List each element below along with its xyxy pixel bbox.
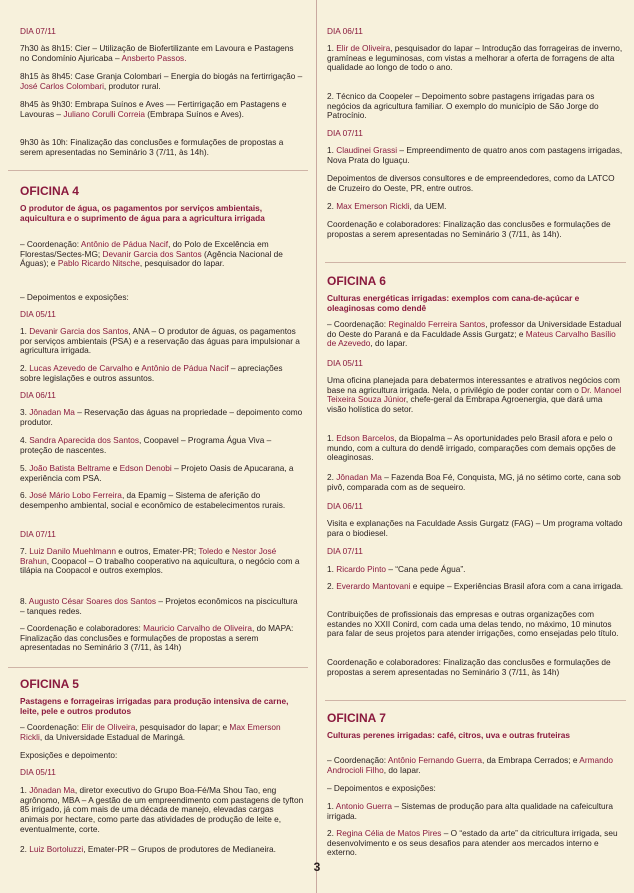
day-block	[317, 129, 634, 139]
person-name: Elir de Oliveira	[336, 43, 391, 53]
text: 2.	[327, 201, 337, 211]
oficina-5-title: OFICINA 5	[20, 677, 79, 691]
person-name: Dr. Manoel Teixeira Souza Júnior	[327, 384, 622, 405]
separator	[325, 262, 626, 263]
list-item	[0, 364, 316, 383]
person-name: João Batista Beltrame	[29, 463, 111, 473]
list-item	[317, 146, 634, 165]
list-item	[317, 802, 634, 821]
person-name: Edson Denobi	[119, 463, 172, 473]
separator	[325, 700, 626, 701]
day-block	[0, 391, 316, 401]
paragraph	[317, 220, 634, 239]
list-item	[317, 582, 634, 592]
subtitle-block	[317, 731, 634, 741]
list-item	[317, 202, 634, 212]
text: 1.	[327, 43, 337, 53]
oficina-7-title: OFICINA 7	[327, 711, 386, 725]
separator	[8, 170, 308, 171]
text: , do Polo de Excelência em Florestas/Sectes-MG;	[20, 239, 269, 259]
person-name: Mateus Carvalho Basílio de Azevedo	[327, 328, 616, 349]
person-name: Antônio Fernando Guerra	[387, 755, 482, 765]
person-name: Ricardo Pinto	[336, 564, 387, 574]
text: Contribuições de profissionais das empresas e outras organizações com estandes no XXII Conird, com cada uma delas tendo, no máximo, 10 minutos para falar de seus projetos para atender irrigações, como ensejadas pelo título.	[327, 609, 619, 639]
oficina-7-subtitle: Culturas perenes irrigadas: café, citros, uva e outras fruteiras	[327, 730, 571, 740]
paragraph	[0, 72, 316, 91]
coordination	[0, 624, 316, 653]
paragraph	[0, 44, 316, 63]
person-name: Claudinei Grassi	[336, 145, 398, 155]
list-item	[0, 464, 316, 483]
text: , pesquisador do Iapar; e	[135, 722, 230, 732]
person-name: Lucas Azevedo de Carvalho	[29, 363, 133, 373]
day-block	[0, 310, 316, 320]
text: 5.	[20, 463, 30, 473]
text: , da Embrapa Cerrados; e	[481, 755, 580, 765]
day-block	[0, 768, 316, 778]
oficina-4-subtitle: O produtor de água, os pagamentos por serviços ambientais, aquicultura e o suprimento de água para a agricultura irrigada	[20, 203, 265, 223]
text: 1.	[20, 326, 30, 336]
text: – Sistemas de produção para alta qualidade na cafeicultura irrigada.	[327, 801, 613, 821]
text: – apreciações sobre legislações e outros assuntos.	[20, 363, 283, 383]
day-block	[317, 547, 634, 557]
text: (Embrapa Suínos e Aves).	[144, 108, 244, 119]
right-column	[317, 0, 634, 893]
list-item	[0, 491, 316, 510]
text: 2. Técnico da Coopeler – Depoimento sobre pastagens irrigadas para os negócios da agricultura familiar. O exemplo do município de São Jorge do Patrocínio.	[327, 91, 599, 121]
oficina-4-heading-block	[0, 184, 316, 198]
person-name: Juliano Corulli Correia	[63, 108, 145, 119]
person-name: José Mário Lobo Ferreira	[29, 490, 122, 500]
text: – Projetos econômicos na piscicultura – tanques redes.	[20, 596, 298, 616]
text: – Fazenda Boa Fé, Conquista, MG, já no sétimo corte, cana sob pivô, comparada com as de sequeiro.	[327, 472, 621, 492]
text: – Coordenação:	[20, 722, 82, 732]
person-name: Reginaldo Ferreira Santos	[388, 319, 486, 329]
oficina-4-title: OFICINA 4	[20, 184, 79, 198]
text: , diretor executivo do Grupo Boa-Fé/Ma Shou Tao, eng agrônomo, MBA – A gestão de um empreendimento com pastagens de tyfton 85 irrigado, já com mais de uma década de manejo, elevadas cargas animais por hectare, como parte das atividades de produção de leite e, eventualmente, corte.	[20, 785, 304, 834]
text: – Reservação das águas na propriedade – depoimento como produtor.	[20, 407, 303, 427]
list-item	[317, 44, 634, 73]
text: – Coordenação:	[327, 319, 389, 329]
text: – Coordenação:	[20, 239, 81, 249]
text: , da Epamig – Sistema de aferição do desempenho ambiental, social e econômico de estabelecimentos rurais.	[20, 490, 286, 510]
text: 7.	[20, 546, 30, 556]
person-name: Edson Barcelos	[336, 433, 395, 443]
person-name: José Carlos Colombari	[20, 80, 104, 91]
person-name: Jônadan Ma	[336, 472, 382, 482]
text: 1.	[327, 801, 336, 811]
text: 8.	[20, 596, 29, 606]
separator	[8, 667, 308, 668]
text: – “Cana pede Água”.	[386, 564, 466, 574]
text: – Depoimentos e exposições:	[20, 292, 129, 302]
date-heading: DIA 07/11	[327, 128, 363, 138]
text: 2.	[327, 581, 337, 591]
list-item	[0, 547, 316, 576]
text: (Agência Nacional de Águas); e	[20, 248, 283, 269]
person-name: Elir de Oliveira	[81, 722, 136, 732]
person-name: Devanir Garcia dos Santos	[29, 326, 129, 336]
text: , do Iapar.	[383, 764, 421, 775]
person-name: Regina Célia de Matos Pires	[336, 828, 442, 838]
list-item	[0, 597, 316, 616]
oficina-7-heading-block	[317, 711, 634, 725]
text: , do Iapar.	[370, 338, 408, 349]
text: – Coordenação e colaboradores:	[20, 623, 144, 633]
date-heading: DIA 07/11	[327, 546, 363, 556]
subtitle-block	[0, 697, 316, 716]
text: 1.	[20, 785, 30, 795]
text: , da UEM.	[409, 201, 447, 211]
text: Uma oficina planejada para debatermos interessantes e atrativos negócios com base na agricultura irrigada. Nela, o privilégio de poder contar com o	[327, 375, 620, 395]
text: – Depoimentos e exposições:	[327, 783, 436, 793]
list-item	[317, 92, 634, 121]
coordination	[0, 723, 316, 742]
date-heading: DIA 06/11	[327, 26, 363, 36]
person-name: Nestor José Brahun	[20, 546, 277, 566]
text: , chefe-geral da Embrapa Agroenergia, que dará uma visão holística do setor.	[327, 394, 603, 415]
day-block	[317, 502, 634, 512]
date-heading: DIA 05/11	[20, 309, 56, 319]
coordination	[317, 756, 634, 775]
text: 3.	[20, 407, 30, 417]
person-name: Jônadan Ma	[29, 407, 75, 417]
text: Exposições e depoimento:	[20, 750, 118, 760]
paragraph	[317, 519, 634, 538]
person-name: Augusto César Soares dos Santos	[28, 596, 157, 606]
day-block	[317, 359, 634, 369]
text: , da Biopalma – As oportunidades pelo Brasil afora e pelo o mundo, com a cultura do dendê irrigado, comparações com demais opções de oleaginosas.	[327, 433, 616, 463]
text: , Coopacol – O trabalho cooperativo na aquicultura, o negócio com a tilápia na Coopacol e outros exemplos.	[20, 555, 300, 576]
date-heading: DIA 07/11	[20, 529, 56, 539]
text: 2.	[327, 828, 337, 838]
text: , pesquisador do Iapar – Introdução das forrageiras de inverno, gramíneas e leguminosas, com vistas a melhorar a oferta de forragens de alta qualidade ao longo de todo o ano.	[327, 43, 623, 73]
text: 7h30 às 8h15: Cier – Utilização de Biofertilizante em Lavoura e Pastagens no Condomínio Ajuricaba –	[20, 43, 294, 63]
person-name: Max Emerson Rickli	[336, 201, 410, 211]
coordination	[317, 320, 634, 349]
text: 8h45 às 9h30: Embrapa Suínos e Aves –– Fertirrigação em Pastagens e Lavouras –	[20, 99, 287, 119]
text: e equipe – Experiências Brasil afora com a cana irrigada.	[410, 581, 624, 591]
text: 2.	[20, 844, 30, 854]
person-name: Mauricio Carvalho de Oliveira	[143, 623, 252, 633]
list-item	[0, 845, 316, 855]
day-block	[317, 27, 634, 37]
person-name: Devanir Garcia dos Santos	[102, 248, 202, 259]
text: e	[110, 463, 120, 473]
list-item	[317, 565, 634, 575]
text: 2.	[327, 472, 337, 482]
person-name: Max Emerson Rickli	[20, 722, 281, 742]
text: 9h30 às 10h: Finalização das conclusões e formulações de propostas a serem apresentadas no Seminário 3 (7/11, às 14h).	[20, 137, 284, 157]
paragraph	[0, 751, 316, 761]
list-item	[0, 327, 316, 356]
text: , produtor rural.	[103, 80, 161, 91]
person-name: Jônadan Ma	[29, 785, 75, 795]
list-item	[0, 436, 316, 455]
paragraph	[317, 610, 634, 639]
paragraph	[0, 293, 316, 303]
subtitle-block	[317, 294, 634, 313]
person-name: Luiz Bortoluzzi	[29, 844, 84, 854]
text: 6.	[20, 490, 30, 500]
date-heading: DIA 06/11	[20, 390, 56, 400]
person-name: Antônio de Pádua Nacif	[141, 363, 229, 373]
paragraph	[0, 100, 316, 119]
subtitle-block	[0, 204, 316, 223]
text: e outros, Emater-PR;	[115, 546, 199, 556]
text: 1.	[327, 564, 337, 574]
person-name: Sandra Aparecida dos Santos	[29, 435, 140, 445]
list-item	[317, 829, 634, 858]
date-heading: DIA 05/11	[20, 767, 56, 777]
date-heading: DIA 07/11	[20, 26, 56, 36]
text: Visita e explanações na Faculdade Assis Gurgatz (FAG) – Um programa voltado para o biodiesel.	[327, 518, 623, 538]
paragraph	[317, 658, 634, 677]
text: 1.	[327, 145, 337, 155]
person-name: Pablo Ricardo Nitsche	[57, 258, 140, 269]
person-name: Everardo Mantovani	[336, 581, 411, 591]
oficina-5-subtitle: Pastagens e forrageiras irrigadas para produção intensiva de carne, leite, pele e outros produtos	[20, 696, 289, 716]
paragraph	[317, 376, 634, 415]
text: Depoimentos de diversos consultores e de empreendedores, como da LATCO de Cruzeiro do Oeste, PR, entre outros.	[327, 173, 615, 193]
oficina-5-heading-block	[0, 677, 316, 691]
person-name: Ansberto Passos.	[121, 52, 187, 63]
oficina-6-heading-block	[317, 274, 634, 288]
text: Coordenação e colaboradores: Finalização das conclusões e formulações de propostas a serem apresentadas no Seminário 3 (7/11, às 14h).	[327, 219, 611, 239]
list-item	[317, 434, 634, 463]
text: 8h15 às 8h45: Case Granja Colombari – Energia do biogás na fertirrigação –	[20, 71, 303, 81]
coordination	[0, 240, 316, 269]
date-heading: DIA 06/11	[327, 501, 363, 511]
text: 1.	[327, 433, 337, 443]
paragraph	[317, 174, 634, 193]
text: , pesquisador do Iapar.	[139, 258, 225, 269]
person-name: Antônio de Pádua Nacif	[80, 239, 169, 249]
text: Coordenação e colaboradores: Finalização das conclusões e formulações de propostas a serem apresentadas no Seminário 3 (7/11, às 14h)	[327, 657, 611, 677]
text: – O “estado da arte” da citricultura irrigada, seu desenvolvimento e os seus desafios para atender aos mercados interno e externo.	[327, 828, 618, 858]
list-item	[0, 786, 316, 835]
person-name: Antonio Guerra	[335, 801, 393, 811]
text: – Coordenação:	[327, 755, 388, 765]
text: e	[222, 546, 233, 556]
text: – Empreendimento de quatro anos com pastagens irrigadas, Nova Prata do Iguaçu.	[327, 145, 623, 165]
oficina-6-title: OFICINA 6	[327, 274, 386, 288]
day-block	[0, 27, 316, 37]
page-number: 3	[313, 860, 321, 874]
paragraph	[317, 784, 634, 794]
left-column	[0, 0, 316, 893]
text: , Emater-PR – Grupos de produtores de Medianeira.	[83, 844, 276, 854]
text: – Projeto Oasis de Apucarana, a experiência com PSA.	[20, 463, 294, 483]
text: 4.	[20, 435, 30, 445]
text: , do MAPA: Finalização das conclusões e formulações de propostas a serem apresentadas no Seminário 3 (7/11, às 14h)	[20, 623, 294, 653]
text: , da Universidade Estadual de Maringá.	[39, 731, 186, 742]
text: , Coopavel – Programa Água Viva – proteção de nascentes.	[20, 435, 272, 455]
list-item	[317, 473, 634, 492]
person-name: Toledo	[198, 546, 223, 556]
day-block	[0, 530, 316, 540]
text: 2.	[20, 363, 30, 373]
paragraph	[0, 138, 316, 157]
date-heading: DIA 05/11	[327, 358, 363, 368]
oficina-6-subtitle: Culturas energéticas irrigadas: exemplos com cana-de-açúcar e oleaginosas como dendê	[327, 293, 580, 313]
list-item	[0, 408, 316, 427]
text: , ANA – O produtor de águas, os pagamentos por serviços ambientais (PSA) e a reservação das águas para impulsionar a agricultura irrigada.	[20, 326, 300, 356]
person-name: Armando Androcioli Filho	[327, 755, 613, 775]
text: e	[132, 363, 142, 373]
person-name: Luiz Danilo Muehlmann	[29, 546, 116, 556]
text: , professor da Universidade Estadual do Oeste do Paraná e da Faculdade Assis Gurgatz; e	[327, 319, 622, 339]
